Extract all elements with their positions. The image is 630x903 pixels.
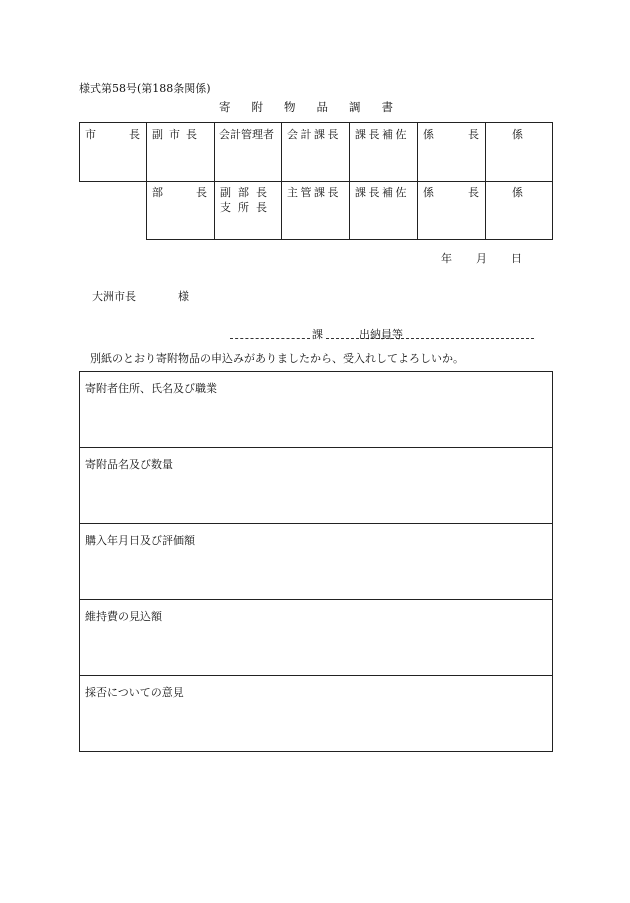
stamp-label-branch-head: 支所長 bbox=[220, 201, 274, 214]
stamp-label-deputy-mayor: 副市長 bbox=[152, 128, 203, 141]
addressee bbox=[92, 288, 189, 304]
stamp-label-deputy-department-head: 副部長 bbox=[220, 186, 274, 199]
detail-row-donor bbox=[80, 372, 552, 448]
details-table bbox=[79, 371, 553, 752]
stamp-label-subsection-chief: 係 長 bbox=[423, 128, 479, 141]
stamp-label-mayor: 市 長 bbox=[85, 128, 140, 141]
title-char: 附 bbox=[251, 100, 263, 114]
form-number: 様式第58号(第188条関係) bbox=[79, 82, 211, 95]
title-char: 物 bbox=[284, 100, 296, 114]
document-title bbox=[219, 99, 393, 115]
date-line bbox=[441, 250, 522, 266]
detail-label: 購入年月日及び評価額 bbox=[85, 534, 195, 547]
date-year-label: 年 bbox=[441, 252, 452, 265]
request-text: 別紙のとおり寄附物品の申込みがありましたから、受入れしてよろしいか。 bbox=[90, 352, 464, 365]
treasurer-role: 出納員等 bbox=[359, 328, 403, 341]
title-char: 書 bbox=[381, 100, 393, 114]
title-char: 寄 bbox=[219, 100, 231, 114]
stamp-label-staff: 係 bbox=[512, 128, 523, 141]
stamp-label-assistant-chief: 課長補佐 bbox=[355, 128, 409, 141]
detail-label: 寄附品名及び数量 bbox=[85, 458, 173, 471]
detail-row-items bbox=[80, 448, 552, 524]
detail-row-purchase bbox=[80, 524, 552, 600]
stamp-label-subsection-chief-2: 係 長 bbox=[423, 186, 479, 199]
stamp-label-accounting-manager: 会計管理者 bbox=[219, 128, 274, 141]
stamp-label-department-head: 部 長 bbox=[152, 186, 207, 199]
department-line bbox=[230, 326, 534, 340]
stamp-label-managing-chief: 主管課長 bbox=[287, 186, 341, 199]
approval-grid bbox=[79, 122, 553, 240]
detail-label: 寄附者住所、氏名及び職業 bbox=[85, 382, 217, 395]
stamp-label-accounting-chief: 会計課長 bbox=[287, 128, 341, 141]
detail-row-opinion bbox=[80, 676, 552, 752]
date-day-label: 日 bbox=[511, 252, 522, 265]
detail-label: 採否についての意見 bbox=[85, 686, 184, 699]
section-suffix: 課 bbox=[312, 328, 323, 341]
addressee-name: 大洲市長 bbox=[92, 290, 136, 303]
detail-row-maintenance bbox=[80, 600, 552, 676]
title-char: 調 bbox=[349, 100, 361, 114]
stamp-label-assistant-chief-2: 課長補佐 bbox=[355, 186, 409, 199]
stamp-label-staff-2: 係 bbox=[512, 186, 523, 199]
title-char: 品 bbox=[316, 100, 328, 114]
detail-label: 維持費の見込額 bbox=[85, 610, 162, 623]
date-month-label: 月 bbox=[476, 252, 487, 265]
addressee-honorific: 様 bbox=[178, 290, 189, 303]
